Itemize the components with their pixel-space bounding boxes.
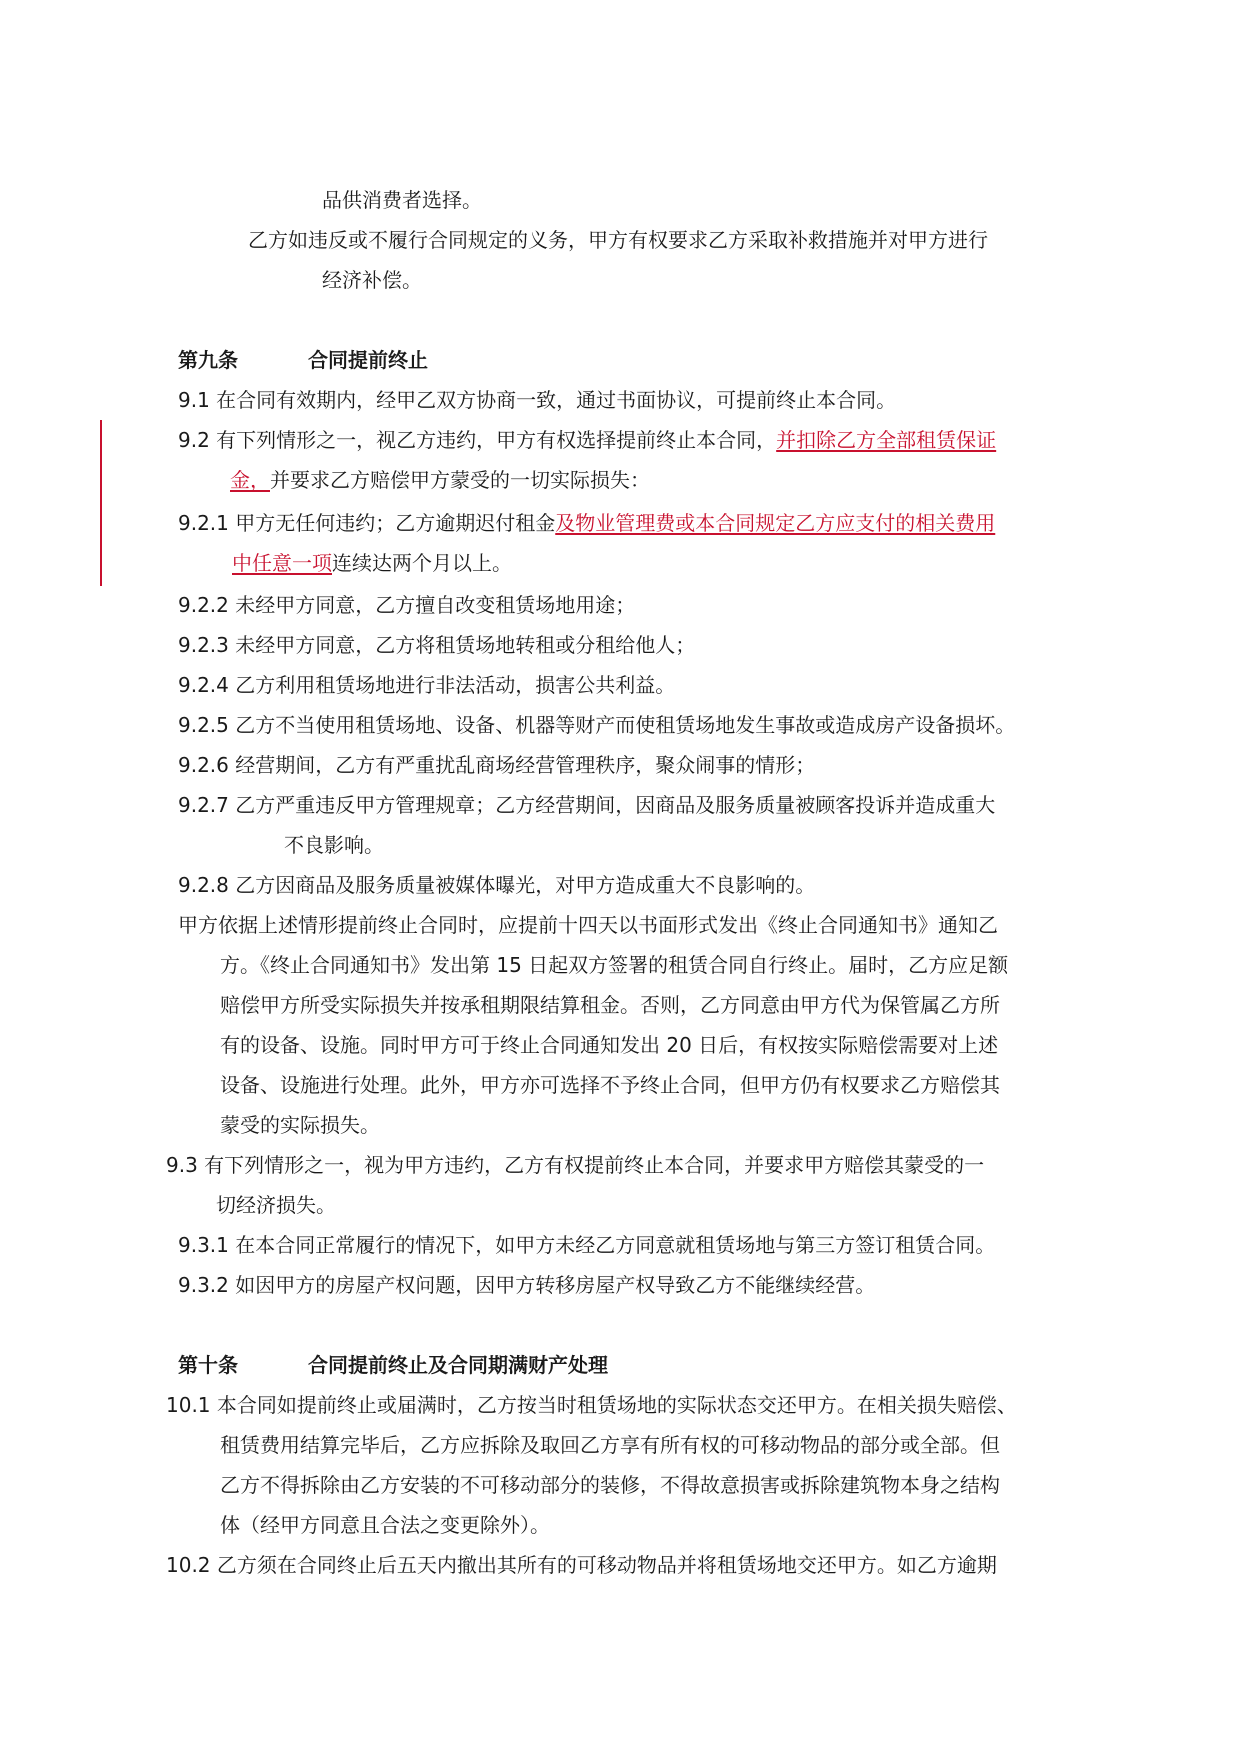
clause-9-2-2: 9.2.2 未经甲方同意，乙方擅自改变租赁场地用途； <box>178 593 636 617</box>
revision-insert: 及物业管理费或本合同规定乙方应支付的相关费用 <box>555 511 996 535</box>
termination-paragraph-line: 方。《终止合同通知书》发出第 15 日起双方签署的租赁合同自行终止。届时，乙方应足额 <box>220 953 1009 977</box>
clause-9-3-line1: 9.3 有下列情形之一，视为甲方违约，乙方有权提前终止本合同，并要求甲方赔偿其蒙受的一 <box>166 1153 985 1177</box>
clause-9-2-line2 <box>230 468 650 492</box>
termination-paragraph-line: 赔偿甲方所受实际损失并按承租期限结算租金。否则，乙方同意由甲方代为保管属乙方所 <box>220 993 1000 1017</box>
termination-paragraph-line: 有的设备、设施。同时甲方可于终止合同通知发出 20 日后，有权按实际赔偿需要对上述 <box>220 1033 999 1057</box>
revision-change-bar <box>100 420 102 586</box>
article-9-title: 合同提前终止 <box>308 348 428 372</box>
text-line: 品供消费者选择。 <box>322 188 482 212</box>
clause-9-2-1-text: 9.2.1 甲方无任何违约；乙方逾期迟付租金 <box>178 511 556 535</box>
clause-9-2-5: 9.2.5 乙方不当使用租赁场地、设备、机器等财产而使租赁场地发生事故或造成房产设备损坏。 <box>178 713 1016 737</box>
clause-10-1-line2: 租赁费用结算完毕后，乙方应拆除及取回乙方享有所有权的可移动物品的部分或全部。但 <box>220 1433 1000 1457</box>
termination-paragraph-line: 蒙受的实际损失。 <box>220 1113 380 1137</box>
termination-paragraph-line: 设备、设施进行处理。此外，甲方亦可选择不予终止合同，但甲方仍有权要求乙方赔偿其 <box>220 1073 1000 1097</box>
clause-9-2-1-text: 连续达两个月以上。 <box>332 551 512 575</box>
clause-9-2-line1 <box>178 428 996 452</box>
clause-9-3-2: 9.3.2 如因甲方的房屋产权问题，因甲方转移房屋产权导致乙方不能继续经营。 <box>178 1273 876 1297</box>
clause-9-2-3: 9.2.3 未经甲方同意，乙方将租赁场地转租或分租给他人； <box>178 633 696 657</box>
revision-insert: 并扣除乙方全部租赁保证 <box>776 428 997 452</box>
clause-9-2-6: 9.2.6 经营期间，乙方有严重扰乱商场经营管理秩序，聚众闹事的情形； <box>178 753 816 777</box>
revision-insert: 中任意一项 <box>232 551 332 575</box>
clause-9-2-text: 9.2 有下列情形之一，视乙方违约，甲方有权选择提前终止本合同， <box>178 428 777 452</box>
clause-9-1: 9.1 在合同有效期内，经甲乙双方协商一致，通过书面协议，可提前终止本合同。 <box>178 388 897 412</box>
clause-9-2-7-line2: 不良影响。 <box>284 833 384 857</box>
clause-10-1-line4: 体（经甲方同意且合法之变更除外）。 <box>220 1513 550 1537</box>
clause-9-3-line2: 切经济损失。 <box>216 1193 336 1217</box>
article-10-number: 第十条 <box>178 1353 238 1377</box>
clause-10-1-line1: 10.1 本合同如提前终止或届满时，乙方按当时租赁场地的实际状态交还甲方。在相关损失赔偿、 <box>166 1393 1017 1417</box>
text-line: 经济补偿。 <box>322 268 422 292</box>
text-line: 乙方如违反或不履行合同规定的义务，甲方有权要求乙方采取补救措施并对甲方进行 <box>248 228 988 252</box>
clause-10-1-line3: 乙方不得拆除由乙方安装的不可移动部分的装修，不得故意损害或拆除建筑物本身之结构 <box>220 1473 1000 1497</box>
article-10-title: 合同提前终止及合同期满财产处理 <box>308 1353 608 1377</box>
clause-9-2-1-line2 <box>232 551 512 575</box>
article-9-number: 第九条 <box>178 348 238 372</box>
clause-9-2-text: 并要求乙方赔偿甲方蒙受的一切实际损失： <box>270 468 650 492</box>
clause-9-2-7-line1: 9.2.7 乙方严重违反甲方管理规章；乙方经营期间，因商品及服务质量被顾客投诉并造成重大 <box>178 793 996 817</box>
revision-insert: 金， <box>230 468 270 492</box>
clause-9-2-1-line1 <box>178 511 995 535</box>
termination-paragraph-line: 甲方依据上述情形提前终止合同时，应提前十四天以书面形式发出《终止合同通知书》通知乙 <box>178 913 998 937</box>
clause-10-2: 10.2 乙方须在合同终止后五天内撤出其所有的可移动物品并将租赁场地交还甲方。如乙方逾期 <box>166 1553 997 1577</box>
clause-9-2-8: 9.2.8 乙方因商品及服务质量被媒体曝光，对甲方造成重大不良影响的。 <box>178 873 816 897</box>
clause-9-2-4: 9.2.4 乙方利用租赁场地进行非法活动，损害公共利益。 <box>178 673 676 697</box>
clause-9-3-1: 9.3.1 在本合同正常履行的情况下，如甲方未经乙方同意就租赁场地与第三方签订租赁合同。 <box>178 1233 996 1257</box>
